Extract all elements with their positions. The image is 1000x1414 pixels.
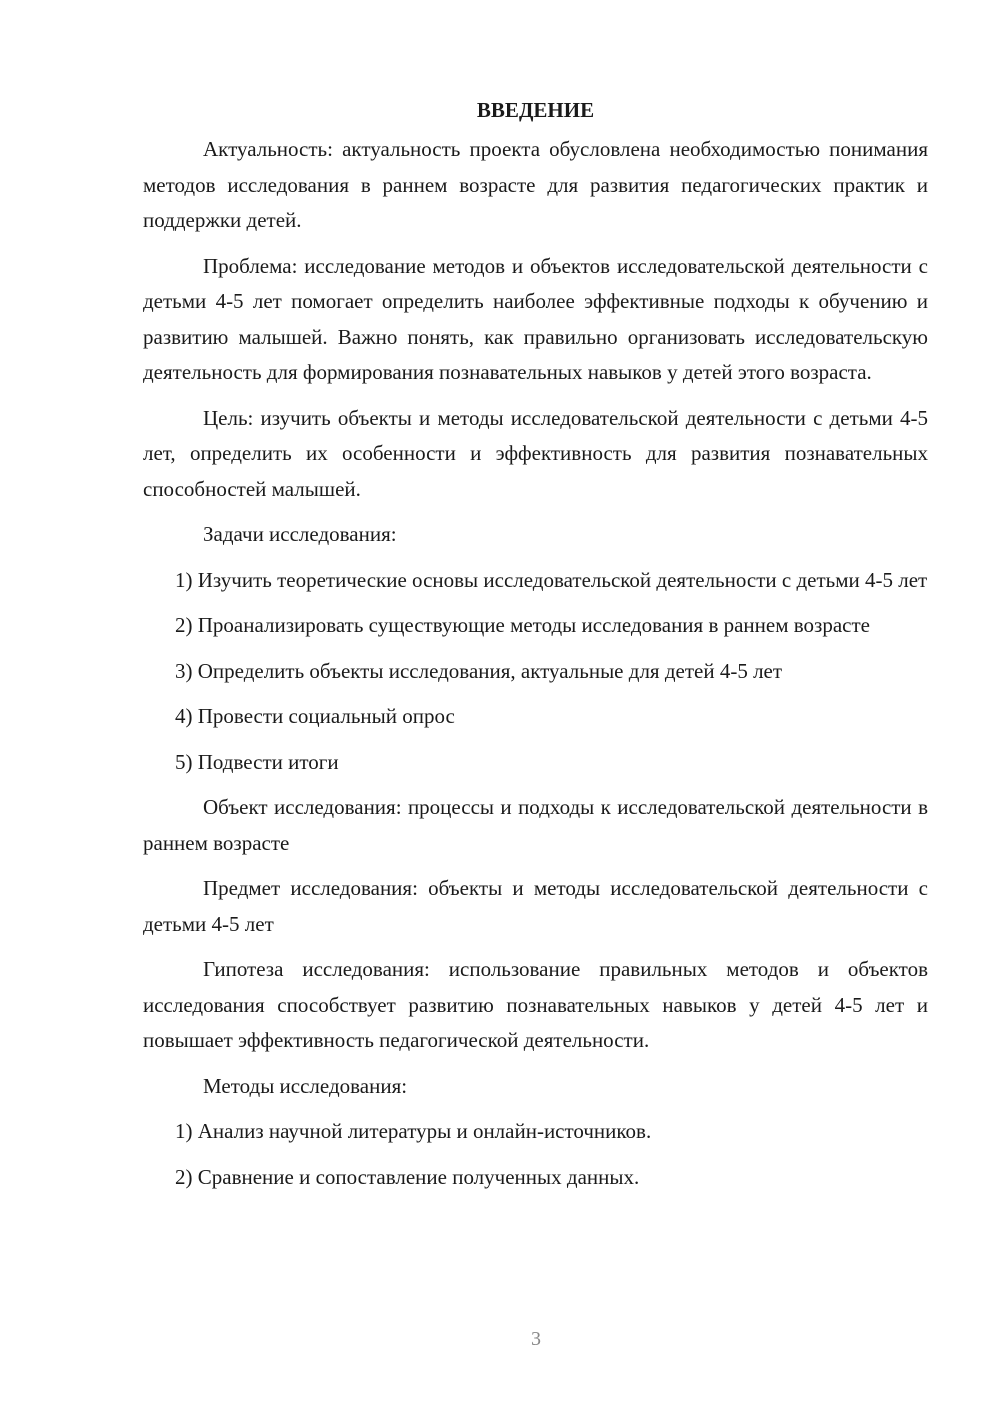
goal-paragraph: Цель: изучить объекты и методы исследовательской деятельности с детьми 4-5 лет, определить их особенности и эффективность для развития познавательных способностей малышей.: [143, 405, 928, 501]
section-heading: ВВЕДЕНИЕ: [476, 98, 595, 122]
tasks-title: Задачи исследования:: [203, 522, 397, 546]
methods-title: Методы исследования:: [203, 1073, 408, 1098]
problem-paragraph: Проблема: исследование методов и объектов исследовательской деятельности с детьми 4-5 лет помогает определить наиболее эффективные подходы к обучению и развитию малышей. Важно понять, как правильно организовать исследовательскую деятельность для формирования познавательных навыков у детей этого возраста.: [143, 253, 928, 384]
task-item-5: 5) Подвести итоги: [175, 749, 339, 774]
page-number: 3: [531, 1328, 541, 1350]
subject-paragraph: Предмет исследования: объекты и методы исследовательской деятельности с детьми 4-5 лет: [143, 876, 928, 936]
task-item-4: 4) Провести социальный опрос: [175, 704, 455, 728]
task-item-2: 2) Проанализировать существующие методы исследования в раннем возрасте: [175, 613, 870, 637]
task-item-1: 1) Изучить теоретические основы исследовательской деятельности с детьми 4-5 лет: [175, 567, 928, 592]
object-paragraph: Объект исследования: процессы и подходы к исследовательской деятельности в раннем возрасте: [143, 795, 928, 855]
hypothesis-paragraph: Гипотеза исследования: использование правильных методов и объектов исследования способствует развитию познавательных навыков у детей 4-5 лет и повышает эффективность педагогической деятельности.: [143, 957, 928, 1052]
relevance-paragraph: Актуальность: актуальность проекта обусловлена необходимостью понимания методов исследования в раннем возрасте для развития педагогических практик и поддержки детей.: [143, 137, 928, 232]
method-item-2: 2) Сравнение и сопоставление полученных данных.: [175, 1164, 640, 1189]
method-item-1: 1) Анализ научной литературы и онлайн-источников.: [175, 1119, 652, 1143]
document-page: [143, 92, 928, 1205]
task-item-3: 3) Определить объекты исследования, актуальные для детей 4-5 лет: [175, 658, 783, 683]
